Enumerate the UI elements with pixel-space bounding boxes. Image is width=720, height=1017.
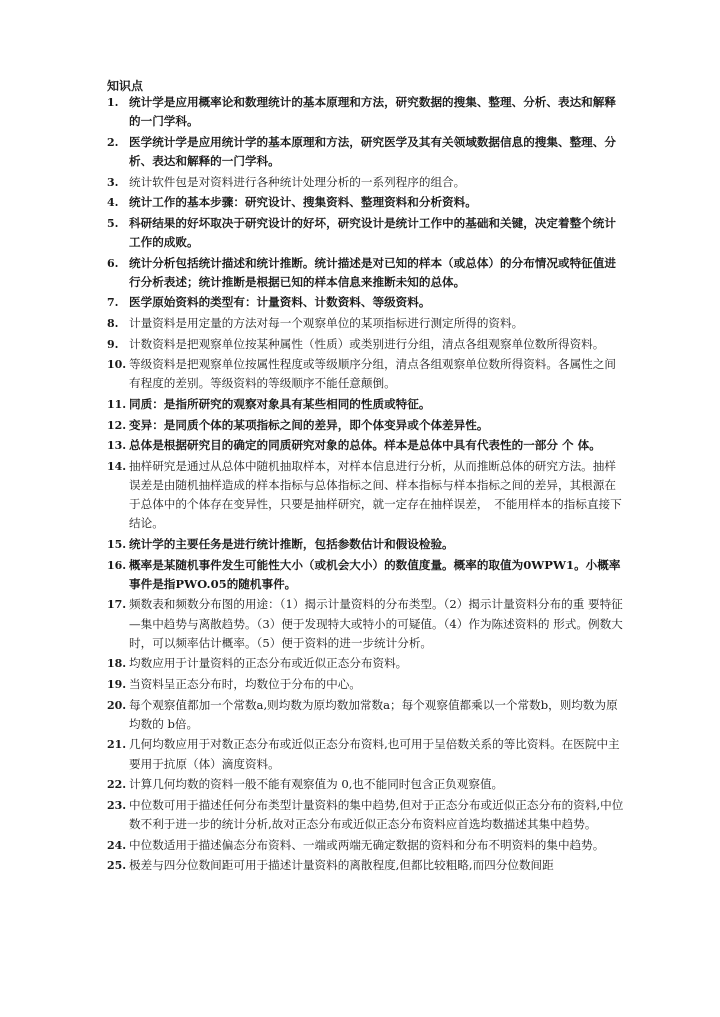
- item-text: 科研结果的好坏取决于研究设计的好坏，研究设计是统计工作中的基础和关键，决定着整个统计工作的成败。: [129, 215, 616, 249]
- item-number: 25.: [107, 859, 127, 873]
- list-item: [107, 173, 627, 192]
- list-item: [107, 556, 627, 594]
- list-item: [107, 254, 627, 292]
- list-item: [107, 133, 627, 171]
- list-item: [107, 457, 627, 534]
- list-item: [107, 654, 627, 673]
- item-number: 9.: [107, 337, 119, 351]
- item-number: 22.: [107, 778, 127, 792]
- item-text: 极差与四分位数间距可用于描述计量资料的离散程度,但都比较粗略,而四分位数间距: [129, 858, 554, 873]
- item-text: 统计工作的基本步骤：研究设计、搜集资料、整理资料和分析资料。: [129, 195, 477, 210]
- item-text: 医学统计学是应用统计学的基本原理和方法，研究医学及其有关领域数据信息的搜集、整理、分析、表达和解释的一门学科。: [129, 134, 616, 168]
- item-number: 17.: [107, 598, 127, 612]
- item-text: 统计学的主要任务是进行统计推断，包括参数估计和假设检验。: [129, 536, 454, 551]
- item-number: 15.: [107, 537, 127, 551]
- item-number: 14.: [107, 459, 127, 473]
- item-text: 统计学是应用概率论和数理统计的基本原理和方法，研究数据的搜集、整理、分析、表达和解释的一门学科。: [129, 95, 616, 129]
- list-item: [107, 735, 627, 773]
- list-item: [107, 696, 627, 734]
- item-number: 16.: [107, 558, 127, 572]
- item-number: 5.: [107, 216, 119, 230]
- list-item: [107, 535, 627, 554]
- item-text: 几何均数应用于对数正态分布或近似正态分布资料,也可用于呈倍数关系的等比资料。在医院中主要用于抗原（体）滴度资料。: [129, 737, 620, 771]
- item-text: 医学原始资料的类型有：计量资料、计数资料、等级资料。: [129, 295, 431, 310]
- item-text: 概率是某随机事件发生可能性大小（或机会大小）的数值度量。概率的取值为0WPW1。小概率事件是指PWO.05的随机事件。: [129, 557, 621, 591]
- section-heading: 知识点: [107, 79, 144, 93]
- item-text: 中位数适用于描述偏态分布资料、一端或两端无确定数据的资料和分布不明资料的集中趋势。: [129, 837, 605, 852]
- item-number: 18.: [107, 657, 127, 671]
- list-item: [107, 775, 627, 794]
- item-number: 2.: [107, 135, 119, 149]
- item-text: 变异：是同质个体的某项指标之间的差异，即个体变异或个体差异性。: [129, 417, 489, 432]
- item-number: 7.: [107, 296, 119, 310]
- list-item: [107, 416, 627, 435]
- list-item: [107, 314, 627, 333]
- item-number: 3.: [107, 175, 119, 189]
- list-item: [107, 836, 627, 855]
- list-item: [107, 675, 627, 694]
- item-text: 同质：是指所研究的观察对象具有某些相同的性质或特征。: [129, 396, 431, 411]
- item-text: 计数资料是把观察单位按某种属性（性质）或类别进行分组，清点各组观察单位数所得资料。: [129, 336, 605, 351]
- list-item: [107, 335, 627, 354]
- list-item: [107, 214, 627, 252]
- list-item: [107, 355, 627, 393]
- item-text: 统计分析包括统计描述和统计推断。统计描述是对已知的样本（或总体）的分布情况或特征值进行分析表述；统计推断是根据已知的样本信息来推断未知的总体。: [129, 255, 616, 289]
- item-number: 10.: [107, 358, 127, 372]
- list-item: [107, 293, 627, 312]
- item-number: 23.: [107, 798, 127, 812]
- item-number: 11.: [107, 397, 127, 411]
- list-item: [107, 796, 627, 834]
- item-text: 计量资料是用定量的方法对每一个观察单位的某项指标进行测定所得的资料。: [129, 315, 524, 330]
- item-text: 中位数可用于描述任何分布类型计量资料的集中趋势,但对于正态分布或近似正态分布的资料,中位数不利于进一步的统计分析,故对正态分布或近似正态分布资料应首选均数描述其集中趋势。: [129, 797, 624, 831]
- item-text: 计算几何均数的资料一般不能有观察值为 0,也不能同时包含正负观察值。: [129, 777, 504, 792]
- item-number: 6.: [107, 256, 119, 270]
- item-number: 12.: [107, 418, 127, 432]
- item-number: 13.: [107, 439, 127, 453]
- list-item: [107, 395, 627, 414]
- item-text: 当资料呈正态分布时，均数位于分布的中心。: [129, 676, 361, 691]
- item-number: 8.: [107, 316, 119, 330]
- item-text: 等级资料是把观察单位按属性程度或等级顺序分组，清点各组观察单位数所得资料。各属性之间有程度的差别。等级资料的等级顺序不能任意颠倒。: [129, 357, 616, 391]
- item-number: 21.: [107, 738, 127, 752]
- item-text: 每个观察值都加一个常数a,则均数为原均数加常数a；每个观察值都乘以一个常数b，则均数为原均数的 b倍。: [129, 697, 618, 731]
- list-item: [107, 595, 627, 653]
- item-text: 抽样研究是通过从总体中随机抽取样本，对样本信息进行分析，从而推断总体的研究方法。抽样误差是由随机抽样造成的样本指标与总体指标之间、样本指标与样本指标之间的差异，其根源在于总体中的个体存在变异性，只要是抽样研究，就一定存在抽样误差， 不能用样本的指标直接下结论。: [129, 458, 622, 531]
- item-number: 4.: [107, 196, 119, 210]
- list-item: [107, 93, 627, 131]
- item-number: 1.: [107, 96, 119, 109]
- item-number: 20.: [107, 698, 127, 712]
- item-text: 均数应用于计量资料的正态分布或近似正态分布资料。: [129, 656, 408, 671]
- list-item: [107, 193, 627, 212]
- item-text: 频数表和频数分布图的用途：（1）揭示计量资料的分布类型。（2）揭示计量资料分布的重 要特征—集中趋势与离散趋势。（3）便于发现特大或特小的可疑值。（4）作为陈述资料的 形式。例数大时，可以频率估计概率。（5）便于资料的进一步统计分析。: [129, 597, 623, 650]
- item-number: 19.: [107, 677, 127, 691]
- item-number: 24.: [107, 838, 127, 852]
- list-item: [107, 436, 627, 455]
- list-item: [107, 856, 627, 875]
- item-text: 总体是根据研究目的确定的同质研究对象的总体。样本是总体中具有代表性的一部分 个 体。: [129, 438, 601, 453]
- item-text: 统计软件包是对资料进行各种统计处理分析的一系列程序的组合。: [129, 174, 466, 189]
- knowledge-point-list: [107, 93, 627, 877]
